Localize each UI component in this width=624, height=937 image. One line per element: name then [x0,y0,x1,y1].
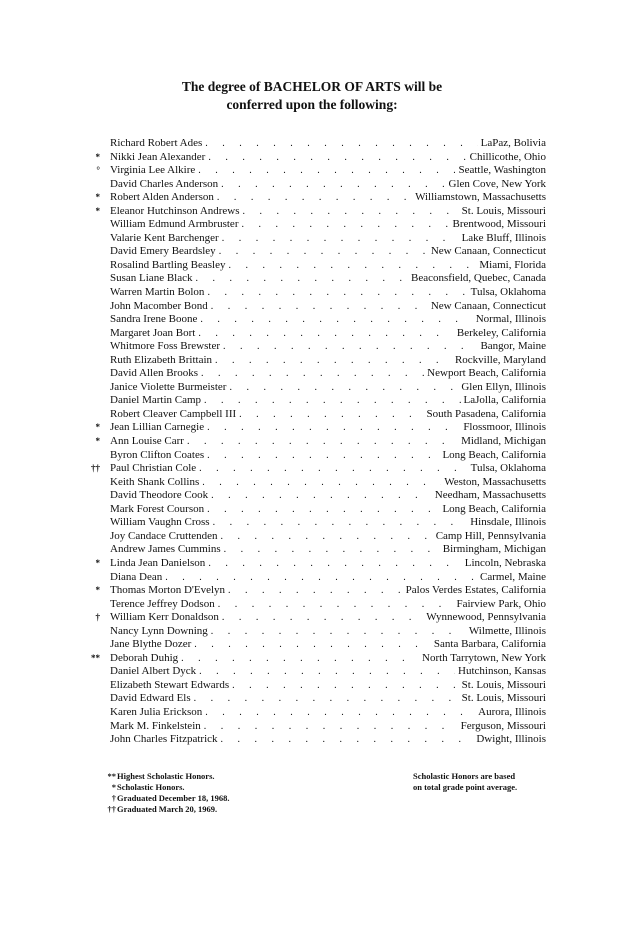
dot-leader [221,530,433,544]
dot-leader [208,151,466,165]
dot-leader [195,272,408,286]
honor-marker: * [95,585,100,596]
footnote-marker: † [111,793,116,803]
graduate-name: Andrew James Cummins [110,543,221,556]
footnote-marker: †† [107,804,116,814]
graduate-row [100,706,546,720]
graduate-name: William Edmund Armbruster [110,218,239,231]
hometown: St. Louis, Missouri [461,678,546,691]
graduate-row [100,272,546,286]
dot-leader [200,313,472,327]
graduate-name: David Charles Anderson [110,177,219,190]
honor-marker: * [95,192,100,203]
graduate-row [100,137,546,151]
hometown: Needham, Massachusetts [434,489,546,502]
graduate-name: Margaret Joan Bort [110,326,196,339]
hometown: Birmingham, Michigan [442,543,546,556]
graduate-row [100,300,546,314]
hometown: St. Louis, Missouri [461,204,546,217]
graduate-name: Richard Robert Ades [110,137,203,149]
graduate-name: Jane Blythe Dozer [110,638,192,651]
honor-marker: * [95,422,100,433]
dot-leader [204,394,460,408]
graduate-row [100,598,546,612]
graduate-row [100,408,546,422]
graduate-row [95,191,546,205]
honor-marker: ** [91,652,100,663]
graduate-row [100,692,546,706]
graduate-name: Warren Martin Bolon [110,286,205,299]
hometown: Brentwood, Missouri [452,218,546,231]
graduate-row [100,679,546,693]
hometown: Midland, Michigan [461,435,546,448]
graduate-row [100,327,546,341]
dot-leader [228,584,403,598]
dot-leader [223,340,477,354]
graduate-name: Nikki Jean Alexander [110,150,206,163]
hometown: Wynnewood, Pennsylvania [426,611,546,624]
graduate-name: Jean Lillian Carnegie [110,421,205,434]
dot-leader [181,652,419,666]
graduate-name: William Kerr Donaldson [110,611,219,624]
graduate-row [100,476,546,490]
graduate-row [100,638,546,652]
graduate-row [95,421,546,435]
hometown: Tulsa, Oklahoma [470,462,546,475]
dot-leader [194,692,459,706]
dot-leader [199,462,467,476]
hometown: Rockville, Maryland [454,353,546,366]
graduate-row [100,232,546,246]
dot-leader [187,435,458,449]
hometown: Ferguson, Missouri [460,719,546,732]
graduate-name: Susan Liane Black [110,272,193,285]
hometown: LaPaz, Bolivia [480,137,546,149]
graduate-name: David Allen Brooks [110,367,198,380]
graduate-row [100,733,546,747]
footnote-item [100,771,229,782]
graduate-row [100,665,546,679]
footnote-item [100,782,229,793]
hometown: North Tarrytown, New York [422,651,546,664]
dot-leader [202,476,441,490]
footnote-text: Scholastic Honors. [117,782,185,792]
dot-leader [217,191,412,205]
dot-leader [241,218,449,232]
graduate-row [100,367,546,381]
hometown: Flossmoor, Illinois [463,421,546,434]
hometown: LaJolla, California [463,394,546,407]
dot-leader [229,381,458,395]
dot-leader [218,598,454,612]
honor-marker: * [95,436,100,447]
dot-leader [198,327,454,341]
hometown: Santa Barbara, California [433,638,546,651]
graduate-row [100,340,546,354]
hometown: Miami, Florida [479,258,546,271]
graduate-row [100,625,546,639]
dot-leader [198,164,455,178]
footnote-text: Graduated March 20, 1969. [117,804,218,814]
graduate-name: Robert Cleaver Campbell III [110,407,237,420]
graduate-name: Joy Candace Cruttenden [110,529,218,542]
dot-leader [165,571,477,585]
graduate-name: Linda Jean Danielson [110,556,206,569]
honor-marker: * [95,151,100,162]
dot-leader [208,557,461,571]
dot-leader [219,245,428,259]
dot-leader [243,205,459,219]
hometown: Fairview Park, Ohio [456,597,546,610]
hometown: Tulsa, Oklahoma [470,286,546,299]
footnote-marker: * [111,782,116,792]
hometown: Seattle, Washington [458,164,546,177]
graduate-name: Daniel Albert Dyck [110,665,197,678]
hometown: New Canaan, Connecticut [430,299,546,312]
honors-note-line-1: Scholastic Honors are based [413,771,516,781]
page-title [0,78,624,114]
hometown: South Pasadena, California [426,407,546,420]
hometown: Weston, Massachusetts [444,475,546,488]
graduate-list [91,137,546,747]
graduate-name: Nancy Lynn Downing [110,624,208,637]
title-line-1: The degree of BACHELOR OF ARTS will be [181,79,443,94]
footnote-legend [100,771,229,815]
graduate-name: John Macomber Bond [110,299,208,312]
dot-leader [232,679,459,693]
honor-marker: * [95,557,100,568]
hometown: Long Beach, California [442,448,546,461]
graduate-name: Karen Julia Erickson [110,705,203,718]
footnote-item [100,793,229,804]
hometown: Hinsdale, Illinois [470,516,546,529]
hometown: St. Louis, Missouri [461,692,546,705]
hometown: Berkeley, California [456,326,546,339]
dot-leader [239,408,423,422]
dot-leader [211,300,428,314]
graduate-row [100,516,546,530]
hometown: Newport Beach, California [427,367,546,380]
graduate-name: Ruth Elizabeth Brittain [110,353,213,366]
graduate-row [100,245,546,259]
hometown: Normal, Illinois [475,313,546,326]
graduate-row [100,178,546,192]
graduate-name: Robert Alden Anderson [110,191,214,204]
dot-leader [222,232,459,246]
hometown: Palos Verdes Estates, California [405,584,546,597]
graduate-name: Sandra Irene Boone [110,313,198,326]
hometown: Beaconsfield, Quebec, Canada [411,272,546,285]
dot-leader [207,449,439,463]
honors-note-line-2: on total grade point average. [413,782,518,792]
graduate-row [95,556,546,571]
graduate-name: Whitmore Foss Brewster [110,340,220,353]
dot-leader [207,286,467,300]
dot-leader [204,720,458,734]
dot-leader [221,733,474,747]
graduate-name: Rosalind Bartling Beasley [110,258,226,271]
graduate-row [100,259,546,273]
footnote-text: Graduated December 18, 1968. [117,793,230,803]
honor-marker: †† [91,463,100,474]
hometown: Lincoln, Nebraska [464,556,546,569]
hometown: Wilmette, Illinois [468,624,546,637]
dot-leader [211,489,432,503]
hometown: Glen Cove, New York [448,177,546,190]
hometown: Dwight, Illinois [476,733,546,746]
graduate-row [96,164,546,178]
graduate-name: Janice Violette Burmeister [110,380,227,393]
graduate-row [100,543,546,557]
footnote-item [100,804,229,815]
graduate-row [100,394,546,408]
dot-leader [222,611,423,625]
dot-leader [224,543,440,557]
graduate-name: David Edward Els [110,692,191,705]
graduate-name: William Vaughn Cross [110,516,210,529]
graduate-row [91,651,546,666]
dot-leader [228,259,476,273]
graduate-name: John Charles Fitzpatrick [110,733,218,746]
graduate-row [100,489,546,503]
dot-leader [221,178,445,192]
graduate-row [100,354,546,368]
dot-leader [199,665,455,679]
dot-leader [207,503,439,517]
dot-leader [207,421,460,435]
graduate-row [100,449,546,463]
hometown: Aurora, Illinois [478,705,546,718]
dot-leader [215,354,452,368]
graduate-name: Eleanor Hutchinson Andrews [110,204,240,217]
dot-leader [205,706,475,720]
graduate-name: Valarie Kent Barchenger [110,231,219,244]
graduate-row [100,381,546,395]
hometown: Long Beach, California [442,502,546,515]
hometown: Chillicothe, Ohio [469,150,546,163]
hometown: Hutchinson, Kansas [458,665,546,678]
hometown: New Canaan, Connecticut [430,245,546,258]
graduate-row [100,530,546,544]
dot-leader [213,516,468,530]
honors-note [413,771,548,793]
hometown: Williamstown, Massachusetts [415,191,546,204]
hometown: Lake Bluff, Illinois [461,231,546,244]
graduate-name: David Theodore Cook [110,489,209,502]
graduate-name: Daniel Martin Camp [110,394,202,407]
footnote-marker: ** [107,771,116,781]
graduate-row [100,720,546,734]
graduate-name: Byron Clifton Coates [110,448,205,461]
footnote-text: Highest Scholastic Honors. [117,771,215,781]
graduate-row [100,571,546,585]
hometown: Camp Hill, Pennsylvania [435,529,546,542]
graduate-row [95,611,546,625]
graduate-row [95,204,546,219]
graduate-row [100,286,546,300]
hometown: Carmel, Maine [480,570,546,583]
title-line-2: conferred upon the following: [226,97,398,112]
graduate-row [91,462,546,476]
honor-marker: ° [96,165,100,176]
graduate-name: Virginia Lee Alkire [110,164,196,177]
graduate-row [100,218,546,232]
honor-marker: * [95,205,100,216]
graduate-name: Paul Christian Cole [110,462,197,475]
graduate-name: Elizabeth Stewart Edwards [110,678,230,691]
hometown: Glen Ellyn, Illinois [461,380,546,393]
graduate-row [100,503,546,517]
graduate-name: David Emery Beardsley [110,245,216,258]
graduate-name: Diana Dean [110,570,163,583]
graduate-name: Keith Shank Collins [110,475,200,488]
graduate-row [100,313,546,327]
dot-leader [211,625,466,639]
dot-leader [201,367,424,381]
graduate-row [95,150,546,165]
dot-leader [205,137,477,151]
graduate-name: Mark Forest Courson [110,502,205,515]
honor-marker: † [95,612,100,623]
graduate-name: Mark M. Finkelstein [110,719,201,732]
graduate-row [95,584,546,598]
graduate-name: Ann Louise Carr [110,435,184,448]
graduate-row [95,435,546,449]
graduate-name: Deborah Duhig [110,651,179,664]
graduate-name: Terence Jeffrey Dodson [110,597,215,610]
dot-leader [194,638,431,652]
graduate-name: Thomas Morton D'Evelyn [110,584,226,597]
hometown: Bangor, Maine [480,340,546,353]
